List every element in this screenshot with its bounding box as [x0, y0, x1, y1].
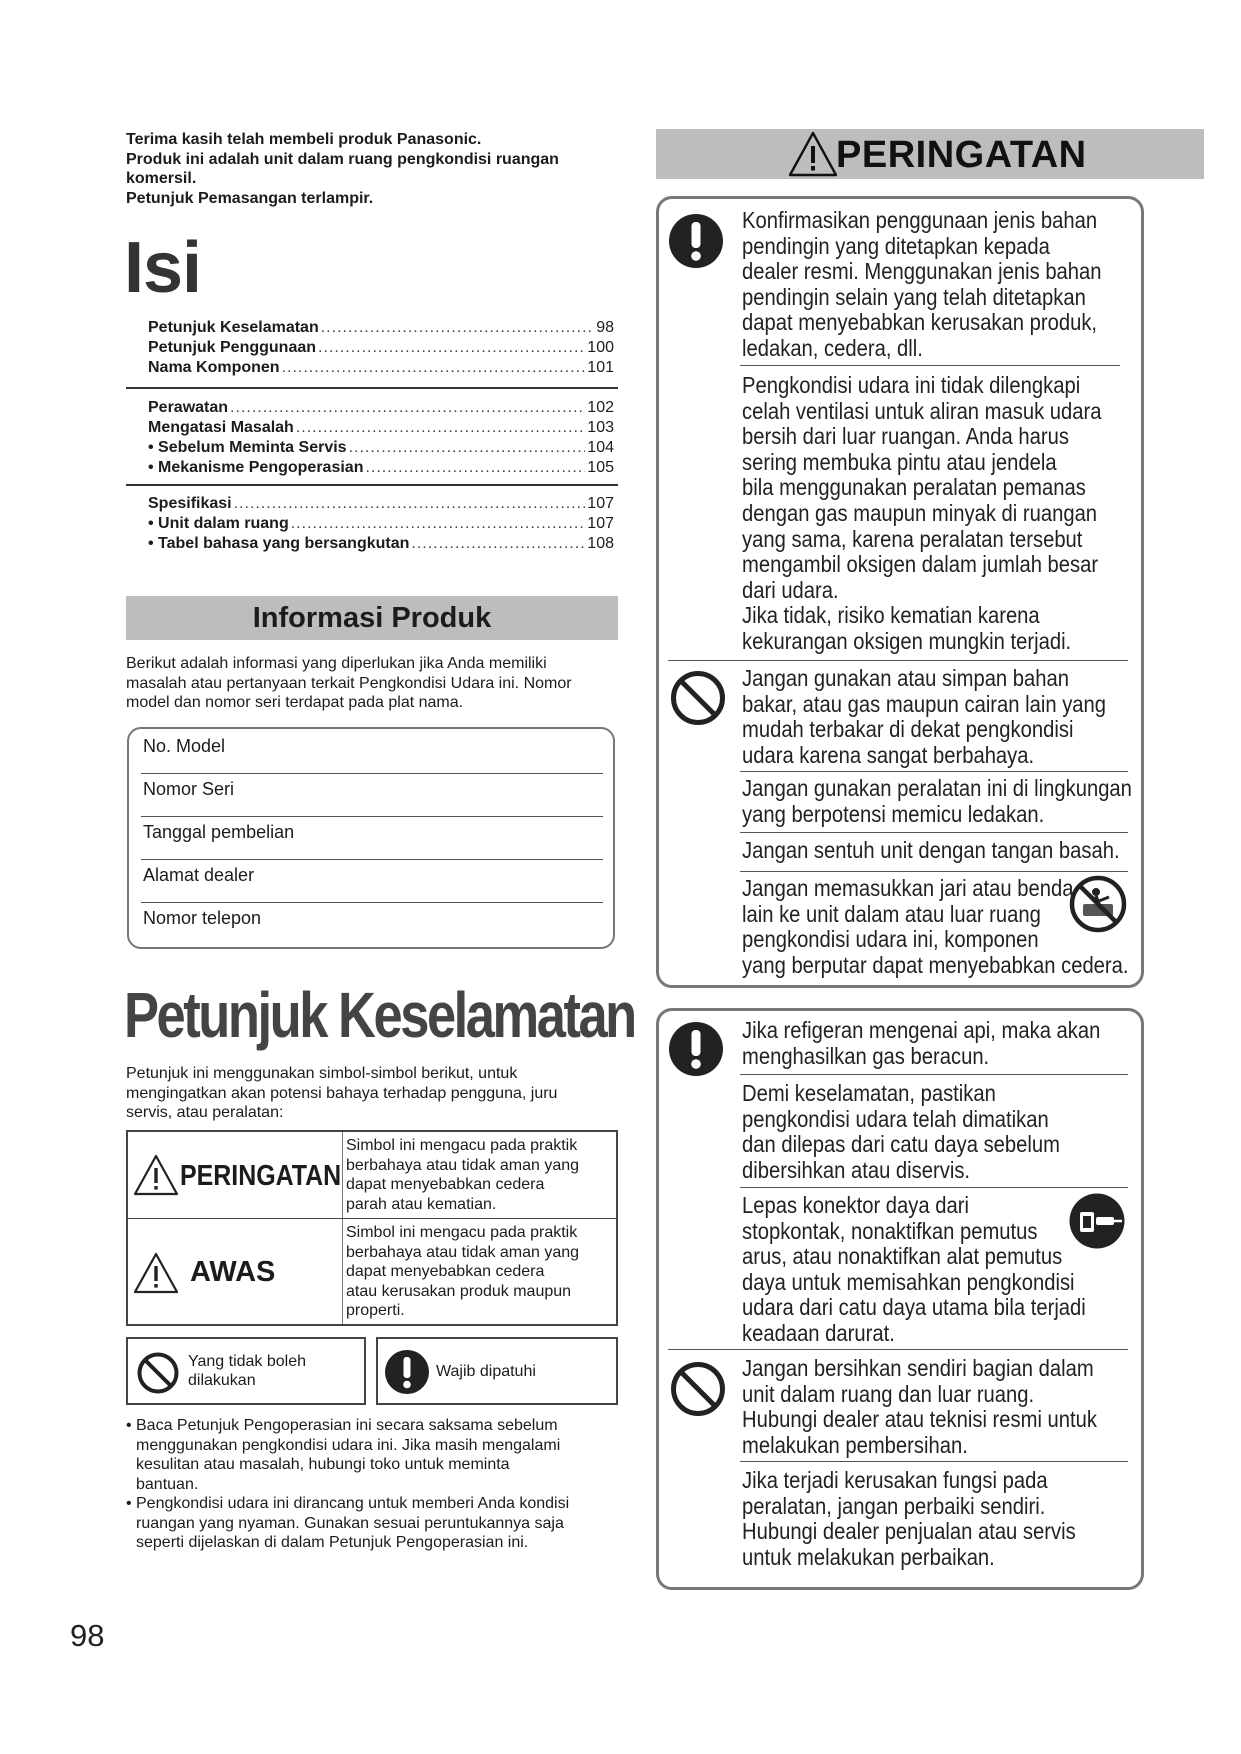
warning-line: mudah terbakar di dekat pengkondisi: [742, 716, 1074, 743]
warning-line: celah ventilasi untuk aliran masuk udara: [742, 397, 1102, 424]
toc-page: 107: [587, 515, 614, 532]
toc-leader: [234, 494, 586, 514]
warning-line: udara dari catu daya utama bila terjadi: [742, 1294, 1086, 1321]
intro-line: Petunjuk Pemasangan terlampir.: [126, 189, 374, 207]
toc-leader: [318, 338, 585, 358]
toc-entry[interactable]: [148, 418, 614, 438]
warning-line: Konfirmasikan penggunaan jenis bahan: [742, 207, 1098, 233]
section-divider: [668, 660, 1128, 661]
toc-label: Mengatasi Masalah: [148, 419, 294, 436]
serial-number-field[interactable]: [141, 774, 603, 817]
warning-line: dibersihkan atau diservis.: [742, 1156, 971, 1183]
toc-leader: [296, 418, 585, 438]
safety-title: Petunjuk Keselamatan: [124, 979, 635, 1051]
toc-entry[interactable]: [148, 534, 614, 554]
toc-page: 105: [587, 459, 614, 476]
warning-line: Jangan bersihkan sendiri bagian dalam: [742, 1355, 1094, 1381]
warning-triangle-icon: [788, 131, 838, 177]
toc-label: Spesifikasi: [148, 495, 232, 512]
toc-leader: [291, 514, 586, 534]
intro-line: mengingatkan akan potensi bahaya terhadap pengguna, juru: [126, 1084, 558, 1102]
toc-group: [148, 398, 614, 478]
warning-item: [742, 776, 1132, 827]
warning-line: Jangan gunakan atau simpan bahan: [742, 665, 1070, 691]
toc-entry[interactable]: [148, 358, 614, 378]
toc-entry[interactable]: [148, 338, 614, 358]
intro-text: [126, 130, 626, 208]
item-divider: [740, 771, 1128, 772]
prohibited-label: [188, 1352, 306, 1390]
warning-line: daya untuk memisahkan pengkondisi: [742, 1268, 1075, 1295]
warning-line: Jangan memasukkan jari atau benda: [742, 875, 1074, 901]
item-divider: [740, 1461, 1128, 1462]
warning-line: dan dilepas dari catu daya sebelum: [742, 1131, 1060, 1158]
toc-label: Nama Komponen: [148, 359, 280, 376]
toc-page: 101: [587, 359, 614, 376]
toc-leader: [411, 534, 585, 554]
warning-line: peralatan, jangan perbaiki sendiri.: [742, 1492, 1046, 1519]
warning-line: bila menggunakan peralatan pemanas: [742, 474, 1086, 501]
toc-divider: [126, 484, 618, 486]
warning-symbol-row: [128, 1132, 616, 1218]
description-line: model dan nomor seri terdapat pada plat nama.: [126, 694, 464, 711]
warning-line: pengkondisi udara ini, komponen: [742, 926, 1039, 953]
field-label: Tanggal pembelian: [143, 822, 295, 842]
toc-leader: [365, 458, 585, 478]
prohibited-legend: [126, 1337, 366, 1405]
warning-line: stopkontak, nonaktifkan pemutus: [742, 1217, 1038, 1244]
section-divider: [668, 1349, 1128, 1350]
toc-label: • Sebelum Meminta Servis: [148, 439, 347, 456]
toc-leader: [230, 398, 585, 418]
mandatory-legend: [376, 1337, 618, 1405]
warning-item: [742, 208, 1102, 362]
toc-label: Perawatan: [148, 399, 229, 416]
warning-line: pendingin selain yang telah ditetapkan: [742, 283, 1086, 310]
warning-line: Jika terjadi kerusakan fungsi pada: [742, 1467, 1048, 1493]
model-number-field[interactable]: [141, 731, 603, 774]
mandatory-icon: [668, 213, 724, 269]
item-divider: [740, 365, 1120, 366]
warning-line: yang berputar dapat menyebabkan cedera.: [742, 951, 1129, 978]
warning-line: keadaan darurat.: [742, 1319, 895, 1346]
legend-line: Yang tidak boleh: [188, 1353, 307, 1370]
caution-description: [346, 1223, 579, 1321]
warning-line: unit dalam ruang dan luar ruang.: [742, 1380, 1035, 1407]
desc-line: berbahaya atau tidak aman yang: [346, 1243, 580, 1261]
warning-line: ledakan, cedera, dll.: [742, 334, 923, 361]
warning-line: Jika tidak, risiko kematian karena: [742, 602, 1040, 629]
warning-line: udara karena sangat berbahaya.: [742, 741, 1035, 768]
warning-line: kekurangan oksigen mungkin terjadi.: [742, 627, 1072, 654]
warning-item: [742, 838, 1120, 864]
toc-entry[interactable]: [148, 458, 614, 478]
desc-line: dapat menyebabkan cedera: [346, 1176, 545, 1193]
toc-entry[interactable]: [148, 494, 614, 514]
phone-number-field[interactable]: [141, 903, 603, 946]
toc-entry[interactable]: [148, 398, 614, 418]
description-line: Berikut adalah informasi yang diperlukan jika Anda memiliki: [126, 655, 547, 672]
warning-line: dapat menyebabkan kerusakan produk,: [742, 309, 1098, 336]
desc-line: properti.: [346, 1302, 405, 1319]
note-line: • Pengkondisi udara ini dirancang untuk memberi Anda kondisi: [136, 1495, 570, 1512]
warning-line: lain ke unit dalam atau luar ruang: [742, 900, 1041, 927]
product-info-description: [126, 654, 626, 713]
toc-label: • Mekanisme Pengoperasian: [148, 459, 364, 476]
desc-line: parah atau kematian.: [346, 1195, 497, 1213]
caution-symbol-row: [128, 1220, 616, 1324]
warning-line: melakukan pembersihan.: [742, 1431, 968, 1458]
warning-line: Pengkondisi udara ini tidak dilengkapi: [742, 372, 1081, 398]
toc-label: Petunjuk Keselamatan: [148, 319, 319, 336]
note-line: ruangan yang nyaman. Gunakan sesuai peruntukannya saja: [136, 1514, 564, 1532]
warning-line: Jika refigeran mengenai api, maka akan: [742, 1017, 1101, 1043]
toc-leader: [282, 358, 586, 378]
prohibited-icon: [669, 1360, 727, 1418]
toc-label: • Tabel bahasa yang bersangkutan: [148, 535, 410, 552]
warning-item: [742, 1081, 1060, 1183]
warning-line: Hubungi dealer penjualan atau servis: [742, 1518, 1076, 1545]
field-label: Nomor telepon: [143, 908, 262, 928]
warning-item: [742, 1468, 1076, 1570]
item-divider: [740, 871, 1128, 872]
toc-entry[interactable]: [148, 318, 614, 338]
description-line: masalah atau pertanyaan terkait Pengkondisi Udara ini. Nomor: [126, 674, 572, 692]
desc-line: Simbol ini mengacu pada praktik: [346, 1137, 578, 1154]
intro-line: Petunjuk ini menggunakan simbol-simbol berikut, untuk: [126, 1065, 518, 1082]
product-info-form: [127, 727, 615, 949]
purchase-date-field[interactable]: [141, 817, 603, 860]
warning-item: [742, 666, 1106, 768]
unplug-icon: [1068, 1192, 1126, 1250]
warning-line: untuk melakukan perbaikan.: [742, 1543, 995, 1570]
note-line: bantuan.: [136, 1475, 199, 1493]
warning-line: arus, atau nonaktifkan alat pemutus: [742, 1243, 1063, 1270]
toc-page: 98: [596, 319, 614, 336]
desc-line: berbahaya atau tidak aman yang: [346, 1156, 580, 1174]
toc-page: 107: [587, 495, 614, 512]
intro-line: Terima kasih telah membeli produk Panasonic.: [126, 131, 482, 148]
warning-line: bersih dari luar ruangan. Anda harus: [742, 423, 1069, 450]
toc-entry[interactable]: [148, 438, 614, 458]
warning-heading: PERINGATAN: [836, 134, 1087, 176]
warning-item: [742, 373, 1101, 655]
toc-group: [148, 494, 614, 554]
toc-page: 103: [587, 419, 614, 436]
note-line: menggunakan pengkondisi udara ini. Jika masih mengalami: [136, 1436, 561, 1454]
warning-description: [346, 1136, 579, 1214]
note-line: seperti dijelaskan di dalam Petunjuk Pengoperasian ini.: [136, 1534, 529, 1551]
warning-line: yang berpotensi memicu ledakan.: [742, 800, 1045, 827]
warning-line: Jangan gunakan peralatan ini di lingkungan: [742, 775, 1132, 801]
caution-label: AWAS: [190, 1256, 276, 1288]
desc-line: atau kerusakan produk maupun: [346, 1282, 572, 1300]
dealer-address-field[interactable]: [141, 860, 603, 903]
toc-page: 104: [587, 439, 614, 456]
toc-leader: [321, 318, 594, 338]
warning-item: [742, 1356, 1097, 1458]
warning-line: pengkondisi udara telah dimatikan: [742, 1105, 1049, 1132]
mandatory-label: Wajib dipatuhi: [436, 1363, 536, 1380]
warning-line: yang sama, karena peralatan tersebut: [742, 525, 1083, 552]
item-divider: [740, 832, 1128, 833]
contents-title: Isi: [124, 228, 202, 308]
warning-line: Lepas konektor daya dari: [742, 1192, 969, 1218]
warning-line: dari udara.: [742, 576, 839, 603]
safety-notes: [126, 1416, 626, 1553]
warning-line: Jangan sentuh unit dengan tangan basah.: [742, 837, 1120, 863]
toc-page: 102: [587, 399, 614, 416]
toc-label: Petunjuk Penggunaan: [148, 339, 317, 356]
intro-line: komersil.: [126, 170, 197, 187]
note-line: • Baca Petunjuk Pengoperasian ini secara saksama sebelum: [136, 1417, 558, 1434]
warning-line: Hubungi dealer atau teknisi resmi untuk: [742, 1406, 1098, 1433]
field-label: Alamat dealer: [143, 865, 255, 885]
toc-page: 108: [587, 535, 614, 552]
mandatory-icon: [384, 1349, 430, 1395]
warning-line: bakar, atau gas maupun cairan lain yang: [742, 690, 1107, 717]
desc-line: dapat menyebabkan cedera: [346, 1263, 545, 1280]
warning-item: [742, 1018, 1100, 1069]
warning-line: mengambil oksigen dalam jumlah besar: [742, 551, 1099, 578]
mandatory-icon: [668, 1021, 724, 1077]
table-row-divider: [128, 1218, 616, 1219]
item-divider: [740, 1187, 1128, 1188]
field-label: Nomor Seri: [143, 779, 235, 799]
toc-group: [148, 318, 614, 378]
toc-leader: [349, 438, 586, 458]
note-item: [126, 1416, 626, 1494]
toc-divider: [126, 387, 618, 389]
no-fingers-icon: [1069, 875, 1127, 933]
note-item: [126, 1494, 626, 1553]
prohibited-icon: [669, 669, 727, 727]
note-line: kesulitan atau masalah, hubungi toko untuk meminta: [136, 1456, 510, 1473]
warning-item: [742, 1193, 1086, 1347]
prohibited-icon: [136, 1351, 180, 1395]
caution-triangle-icon: [133, 1252, 179, 1294]
warning-line: pendingin yang ditetapkan kepada: [742, 232, 1050, 259]
warning-line: dengan gas maupun minyak di ruangan: [742, 499, 1098, 526]
intro-line: servis, atau peralatan:: [126, 1104, 284, 1121]
symbol-table: [126, 1130, 618, 1326]
toc-page: 100: [587, 339, 614, 356]
warning-line: dealer resmi. Menggunakan jenis bahan: [742, 258, 1102, 285]
warning-label: PERINGATAN: [180, 1160, 342, 1192]
warning-line: sering membuka pintu atau jendela: [742, 448, 1057, 475]
toc-entry[interactable]: [148, 514, 614, 534]
warning-line: Demi keselamatan, pastikan: [742, 1080, 996, 1106]
warning-triangle-icon: [133, 1154, 179, 1196]
item-divider: [740, 1074, 1128, 1075]
safety-intro: [126, 1064, 626, 1123]
toc-label: • Unit dalam ruang: [148, 515, 289, 532]
legend-line: dilakukan: [188, 1372, 256, 1389]
warning-line: menghasilkan gas beracun.: [742, 1042, 990, 1069]
desc-line: Simbol ini mengacu pada praktik: [346, 1224, 578, 1241]
intro-line: Produk ini adalah unit dalam ruang pengkondisi ruangan: [126, 150, 559, 168]
field-label: No. Model: [143, 736, 226, 756]
page-number: 98: [70, 1618, 105, 1653]
product-info-heading: Informasi Produk: [126, 596, 618, 640]
